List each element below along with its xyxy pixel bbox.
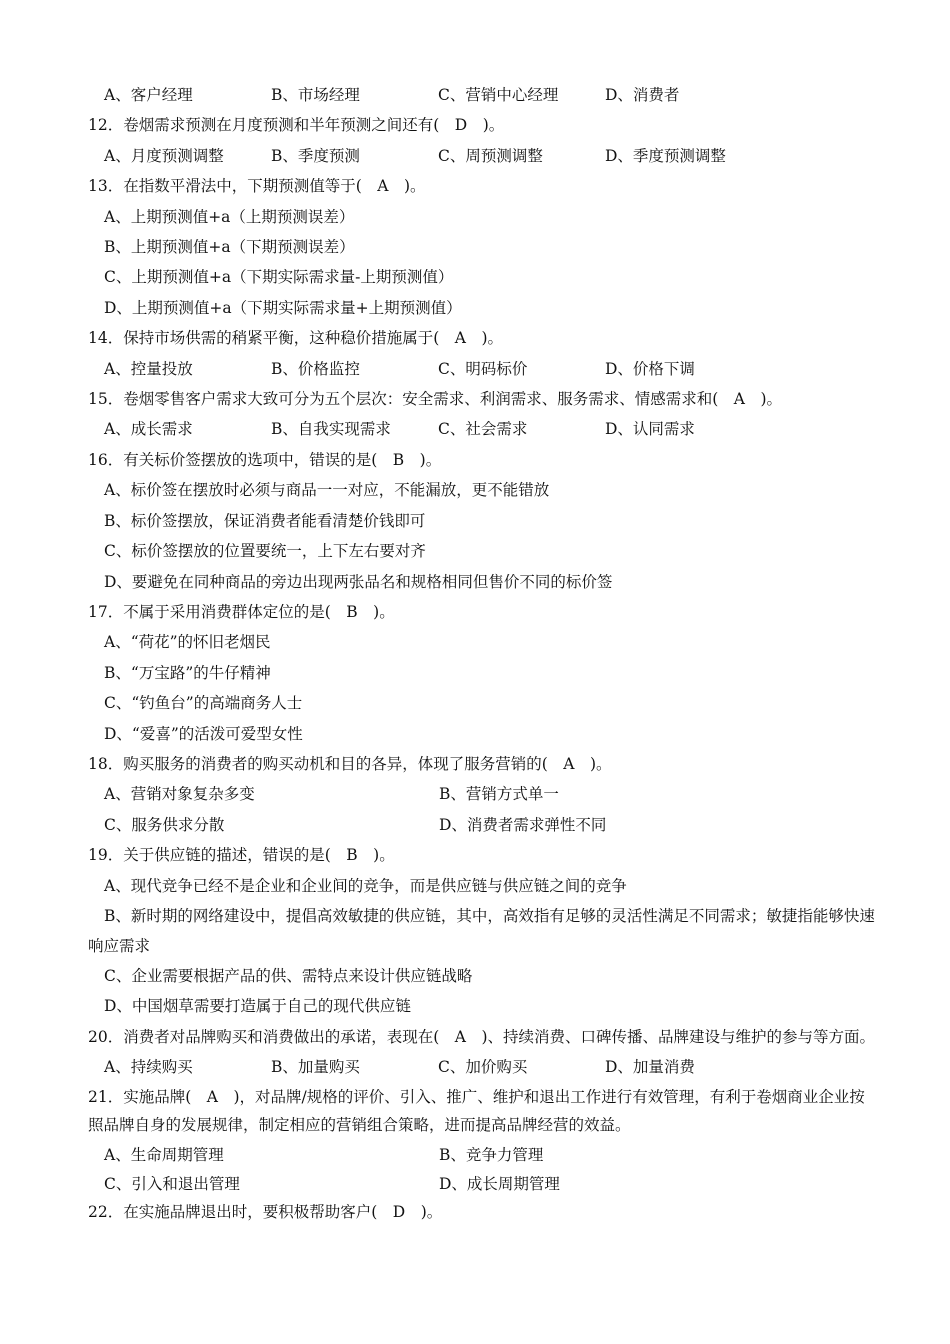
option-c: C、标价签摆放的位置要统一，上下左右要对齐 <box>104 542 426 561</box>
q18-options-row-2 <box>88 810 878 840</box>
option-d: D、认同需求 <box>605 420 695 439</box>
option-d: D、消费者需求弹性不同 <box>439 815 607 834</box>
option-b: B、价格监控 <box>271 359 360 378</box>
question-22: 22．在实施品牌退出时，要积极帮助客户( D )。 <box>88 1202 443 1221</box>
option-a: A、“荷花”的怀旧老烟民 <box>104 633 271 652</box>
option-b: B、上期预测值+a（下期预测误差） <box>104 238 355 257</box>
option-b: B、自我实现需求 <box>271 420 391 439</box>
question-21: 21．实施品牌( A )，对品牌/规格的评价、引入、推广、维护和退出工作进行有效管理，有利于卷烟商业企业按照品牌自身的发展规律，制定相应的营销组合策略，进而提高品牌经营的效益。 <box>88 1088 865 1135</box>
option-b: B、营销方式单一 <box>439 785 559 804</box>
option-c: C、引入和退出管理 <box>104 1174 240 1193</box>
question-16: 16．有关标价签摆放的选项中，错误的是( B )。 <box>88 450 442 469</box>
option-d: D、加量消费 <box>605 1057 695 1076</box>
q11-options <box>88 80 878 110</box>
option-a: A、控量投放 <box>104 359 193 378</box>
question-18: 18．购买服务的消费者的购买动机和目的各异，体现了服务营销的( A )。 <box>88 754 612 773</box>
q21-options-row-2 <box>88 1171 878 1197</box>
question-15: 15．卷烟零售客户需求大致可分为五个层次：安全需求、利润需求、服务需求、情感需求和( A )。 <box>88 390 783 409</box>
option-d: D、上期预测值+a（下期实际需求量+上期预测值） <box>104 298 462 317</box>
option-c: C、上期预测值+a（下期实际需求量-上期预测值） <box>104 268 454 287</box>
question-20: 20．消费者对品牌购买和消费做出的承诺，表现在( A )、持续消费、口碑传播、品牌建设与维护的参与等方面。 <box>88 1027 876 1046</box>
question-17: 17．不属于采用消费群体定位的是( B )。 <box>88 602 395 621</box>
option-b: B、季度预测 <box>271 146 360 165</box>
option-b: B、竞争力管理 <box>439 1146 544 1165</box>
option-a: A、标价签在摆放时必须与商品一一对应，不能漏放，更不能错放 <box>104 481 550 500</box>
option-d: D、价格下调 <box>605 359 695 378</box>
option-d: D、“爱喜”的活泼可爱型女性 <box>104 724 303 743</box>
option-d: D、消费者 <box>605 86 680 104</box>
option-c: C、企业需要根据产品的供、需特点来设计供应链战略 <box>104 966 473 985</box>
option-c: C、“钓鱼台”的高端商务人士 <box>104 694 303 713</box>
option-a: A、月度预测调整 <box>104 146 224 165</box>
option-a: A、成长需求 <box>104 420 193 439</box>
option-a: A、上期预测值+a（上期预测误差） <box>104 207 355 226</box>
q18-options-row-1 <box>88 779 878 809</box>
option-d: D、成长周期管理 <box>439 1174 560 1193</box>
question-19: 19．关于供应链的描述，错误的是( B )。 <box>88 846 395 865</box>
option-a: A、现代竞争已经不是企业和企业间的竞争，而是供应链与供应链之间的竞争 <box>104 876 627 895</box>
option-b: B、标价签摆放，保证消费者能看清楚价钱即可 <box>104 511 426 530</box>
option-c: C、明码标价 <box>438 359 528 378</box>
question-13: 13．在指数平滑法中，下期预测值等于( A )。 <box>88 177 426 196</box>
option-a: A、客户经理 <box>104 86 193 104</box>
q12-options <box>88 141 878 171</box>
option-c: C、社会需求 <box>438 420 528 439</box>
option-d: D、季度预测调整 <box>605 146 726 165</box>
option-b: B、加量购买 <box>271 1057 360 1076</box>
option-c: C、服务供求分散 <box>104 815 225 834</box>
option-b: B、“万宝路”的牛仔精神 <box>104 663 271 682</box>
option-d: D、中国烟草需要打造属于自己的现代供应链 <box>104 997 411 1016</box>
option-a: A、持续购买 <box>104 1057 193 1076</box>
q21-options-row-1 <box>88 1140 878 1170</box>
question-12: 12．卷烟需求预测在月度预测和半年预测之间还有( D )。 <box>88 116 505 135</box>
option-c: C、营销中心经理 <box>438 86 559 104</box>
option-b: B、新时期的网络建设中，提倡高效敏捷的供应链，其中，高效指有足够的灵活性满足不同需求；敏捷指能够快速响应需求 <box>88 906 875 955</box>
option-a: A、生命周期管理 <box>104 1146 224 1165</box>
option-c: C、加价购买 <box>438 1057 528 1076</box>
exam-page <box>88 80 878 1227</box>
q14-options <box>88 354 878 384</box>
option-c: C、周预测调整 <box>438 146 543 165</box>
option-b: B、市场经理 <box>271 86 360 104</box>
q15-options <box>88 414 878 444</box>
option-d: D、要避免在同种商品的旁边出现两张品名和规格相同但售价不同的标价签 <box>104 572 613 591</box>
question-14: 14．保持市场供需的稍紧平衡，这种稳价措施属于( A )。 <box>88 329 504 348</box>
q20-options <box>88 1052 878 1082</box>
option-a: A、营销对象复杂多变 <box>104 785 255 804</box>
